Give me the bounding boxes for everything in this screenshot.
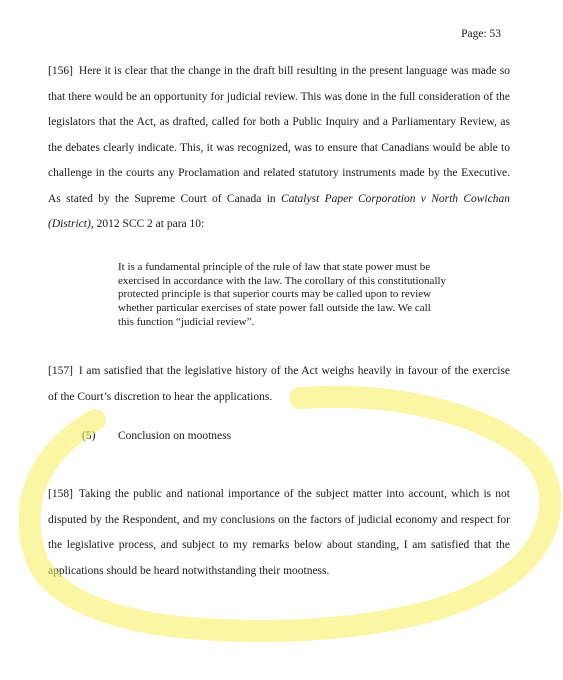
- paragraph-number: [156]: [48, 65, 73, 77]
- paragraph-text: Here it is clear that the change in the draft bill resulting in the present language was made so that there would be an opportunity for judicial review. This was done in the full consideration of the legislators that the Act, as drafted, called for both a Public Inquiry and a Parliamentary Review, as the debates clearly indicate. This, it was recognized, was to ensure that Canadians would be able to challenge in the courts any Proclamation and related statutory instruments made by the Executive. As stated by the Supreme Court of Canada in: [48, 65, 510, 205]
- block-quote: It is a fundamental principle of the rule of law that state power must be exercised in accordance with the law. The corollary of this constitutionally protected principle is that superior courts may be called upon to review whether particular exercises of state power fall outside the law. We call this function “judicial review”.: [118, 261, 447, 328]
- paragraph-number: [157]: [48, 365, 73, 377]
- paragraph-157: [48, 359, 510, 410]
- section-heading-title: Conclusion on mootness: [118, 430, 232, 442]
- case-citation: Catalyst Paper Corporation v North Cowichan (District): [48, 192, 510, 230]
- section-heading-number: (5): [82, 430, 96, 442]
- paragraph-number: [158]: [48, 488, 73, 500]
- paragraph-text: Taking the public and national importance of the subject matter into account, which is not disputed by the Respondent, and my conclusions on the factors of judicial economy and respect for the legislative process, and subject to my remarks below about standing, I am satisfied that the applications should be heard notwithstanding their mootness.: [48, 488, 510, 577]
- page-number: Page: 53: [461, 28, 501, 40]
- section-heading: [82, 430, 231, 442]
- paragraph-text: I am satisfied that the legislative history of the Act weighs heavily in favour of the exercise of the Court’s discretion to hear the applications.: [48, 365, 510, 403]
- paragraph-text-end: , 2012 SCC 2 at para 10:: [90, 218, 205, 230]
- paragraph-158: [48, 482, 510, 584]
- paragraph-156: [48, 59, 510, 238]
